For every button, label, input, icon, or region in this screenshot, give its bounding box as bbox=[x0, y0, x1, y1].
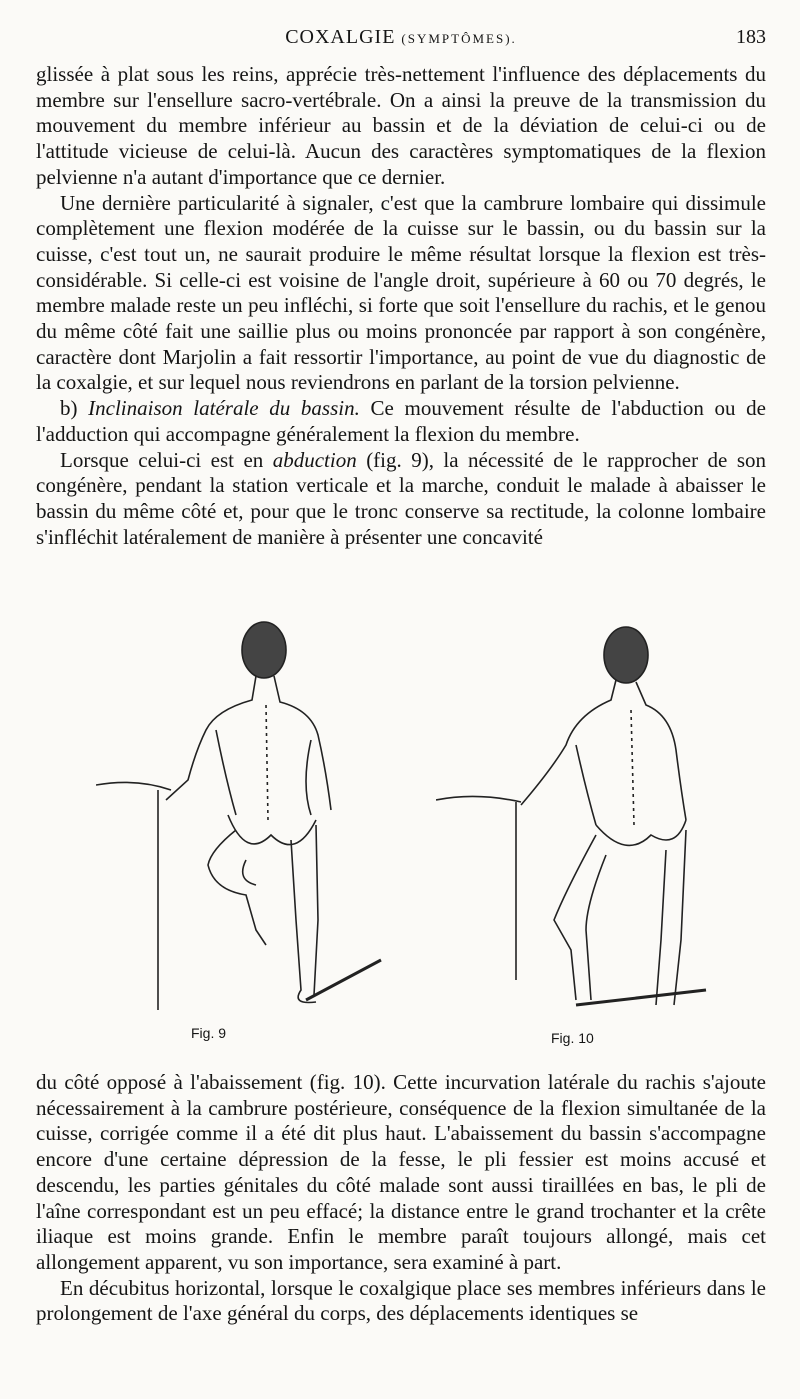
paragraph: glissée à plat sous les reins, apprécie très-nettement l'influence des déplacements du membre sur l'ensellure sacro-vertébrale. On a ainsi la preuve de la transmission du mouvement du membre inférieur au bassin et de la déviation de celui-ci ou de l'attitude vicieuse de celui-là. Aucun des caractères symptomatiques de la flexion pelvienne n'a autant d'importance que ce dernier. bbox=[36, 62, 766, 189]
header-title bbox=[36, 26, 766, 49]
paragraph-text: Lorsque celui-ci est en bbox=[60, 447, 273, 472]
figure-9-illustration bbox=[96, 610, 396, 1010]
header-title-sub: (SYMPTÔMES). bbox=[401, 31, 517, 46]
paragraph: Une dernière particularité à signaler, c'est que la cambrure lombaire qui dissimule complètement une flexion modérée de la cuisse sur le bassin, ou du bassin sur la cuisse, c'est tout un, ne saurait produire le même résultat lorsque la flexion est très-considérable. Si celle-ci est voisine de l'angle droit, supérieure à 60 ou 70 degrés, le membre malade reste un peu infléchi, si forte que soit l'ensellure du rachis, et le genou du même côté fait une saillie plus ou moins prononcée par rapport à son congénère, caractère dont Marjolin a fait ressortir l'importance, au point de vue du diagnostic de la coxalgie, et sur lequel nous reviendrons en parlant de la torsion pelvienne. bbox=[36, 190, 766, 395]
paragraph: En décubitus horizontal, lorsque le coxalgique place ses membres inférieurs dans le prolongement de l'axe général du corps, des déplacements identiques se bbox=[36, 1275, 766, 1326]
figure-10-caption: Fig. 10 bbox=[551, 1030, 594, 1046]
paragraph: du côté opposé à l'abaissement (fig. 10). Cette incurvation latérale du rachis s'ajoute nécessairement à la cambrure postérieure, conséquence de la flexion simultanée de la cuisse, corrigée comme il a été dit plus haut. L'abaissement du bassin s'accompagne encore d'une certaine dépression de la fesse, le pli fessier est moins accusé et descendu, les parties génitales du côté malade sont aussi tiraillées en bas, le pli de l'aîne correspondant est un peu effacé; la distance entre le grand trochanter et la crête iliaque est moins grande. Enfin le membre paraît toujours allongé, mais cet allongement apparent, vu son importance, sera examiné à part. bbox=[36, 1070, 766, 1274]
paragraph-b bbox=[36, 396, 766, 447]
page-number: 183 bbox=[736, 26, 766, 48]
paragraph-text: (fig. 9), la nécessité de le rapprocher de son congénère, pendant la station verticale et la marche, conduit le malade à abaisser le bassin du même côté et, pour que le tronc conserve sa rectitude, la colonne lombaire s'infléchit latéralement de manière à présenter une concavité bbox=[36, 447, 766, 549]
text-block-top bbox=[36, 62, 766, 550]
section-heading: Inclinaison latérale du bassin. bbox=[88, 396, 360, 421]
figure-illustration-icon bbox=[436, 627, 706, 1005]
running-header bbox=[36, 26, 766, 56]
emphasis: abduction bbox=[272, 447, 357, 472]
figure-10-illustration bbox=[436, 620, 736, 1020]
header-title-main: COXALGIE bbox=[285, 26, 396, 48]
figure-area bbox=[36, 600, 766, 1060]
figure-9-caption: Fig. 9 bbox=[191, 1025, 227, 1041]
paragraph-text: Ce mouvement résulte de l'abduction ou de l'adduction qui accompagne généralement la flexion du membre. bbox=[36, 396, 766, 446]
section-label: b) bbox=[60, 396, 89, 421]
figure-illustration-icon bbox=[96, 622, 381, 1010]
paragraph-c bbox=[36, 448, 766, 551]
text-block-bottom bbox=[36, 1070, 766, 1327]
